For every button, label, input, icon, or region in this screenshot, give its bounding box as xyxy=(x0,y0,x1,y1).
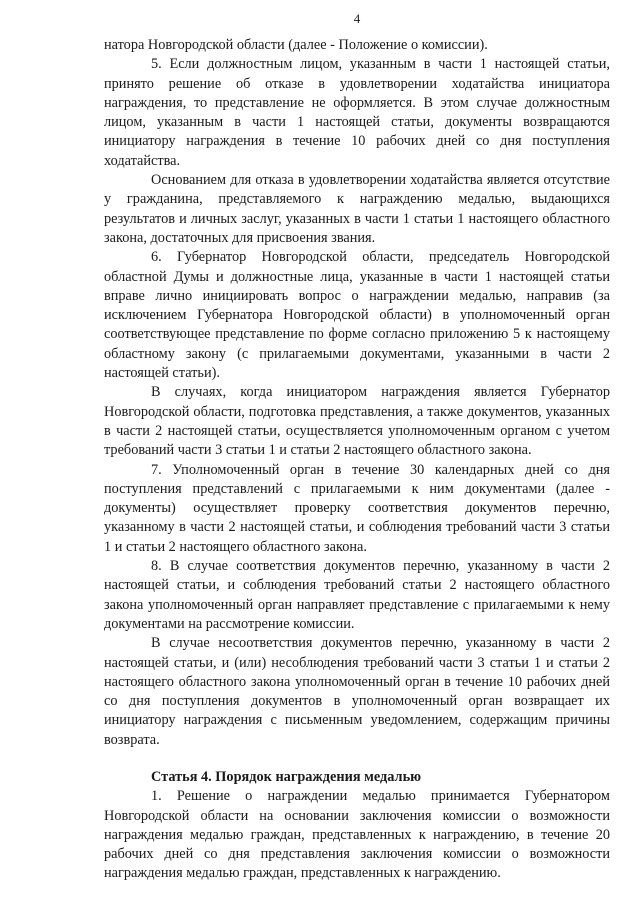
paragraph-refusal-grounds: Основанием для отказа в удовлетворении ходатайства является отсутствие у гражданина, представляемого к награждению медалью, выдающихся результатов и личных заслуг, указанных в части 1 статьи 1 настоящего областного закона, достаточных для присвоения звания. xyxy=(104,172,610,246)
paragraph-item-7: 7. Уполномоченный орган в течение 30 календарных дней со дня поступления представлений с прилагаемыми к ним документами (далее - документы) осуществляет проверку соответствия документов перечню, указанному в части 2 настоящей статьи, и соблюдения требований части 3 статьи 1 и статьи 2 настоящего областного закона. xyxy=(104,461,610,555)
paragraph-continuation: натора Новгородской области (далее - Положение о комиссии). xyxy=(104,37,488,53)
paragraph-governor-initiator: В случаях, когда инициатором награждения является Губернатор Новгородской области, подготовка представления, а также документов, указанных в части 2 настоящей статьи, осуществляется уполномоченным органом с учетом требований части 3 статьи 1 и статьи 2 настоящего областного закона. xyxy=(104,384,610,459)
paragraph-nonconformity: В случае несоответствия документов перечню, указанному в части 2 настоящей статьи, и (или) несоблюдения требований части 3 статьи 1 и статьи 2 настоящего областного закона уполномоченный орган в течение 10 рабочих дней со дня поступления документов в уполномоченный орган возвращает их инициатору награждения с письменным уведомлением, содержащим причины возврата. xyxy=(104,635,610,748)
paragraph-item-5: 5. Если должностным лицом, указанным в части 1 настоящей статьи, принято решение об отказе в удовлетворении ходатайства инициатора награждения, то представление не оформляется. В этом случае должностным лицом, указанным в части 1 настоящей статьи, документы возвращаются инициатору награждения в течение 10 рабочих дней со дня поступления ходатайства. xyxy=(104,56,610,169)
article-heading: Статья 4. Порядок награждения медалью xyxy=(151,768,422,785)
page-number: 4 xyxy=(353,11,361,26)
paragraph-item-8: 8. В случае соответствия документов перечню, указанному в части 2 настоящей статьи, и соблюдения требований статьи 2 настоящего областного закона уполномоченный орган направляет представление с прилагаемыми к нему документами на рассмотрение комиссии. xyxy=(104,558,610,632)
paragraph-article-4-item-1: 1. Решение о награждении медалью принимается Губернатором Новгородской области на основании заключения комиссии о возможности награждения медалью граждан, представленных к награждению, в течение 20 рабочих дней со дня представления заключения комиссии о возможности награждения медалью граждан, представленных к награждению. xyxy=(104,788,610,882)
paragraph-item-6: 6. Губернатор Новгородской области, председатель Новгородской областной Думы и должностные лица, указанные в части 1 настоящей статьи вправе лично инициировать вопрос о награждении медалью, направив (за исключением Губернатора Новгородской области) в уполномоченный орган соответствующее представление по форме согласно приложению 5 к настоящему областному закону (с прилагаемыми документами, указанными в части 2 настоящей статьи). xyxy=(104,249,610,382)
document-page xyxy=(104,10,610,884)
